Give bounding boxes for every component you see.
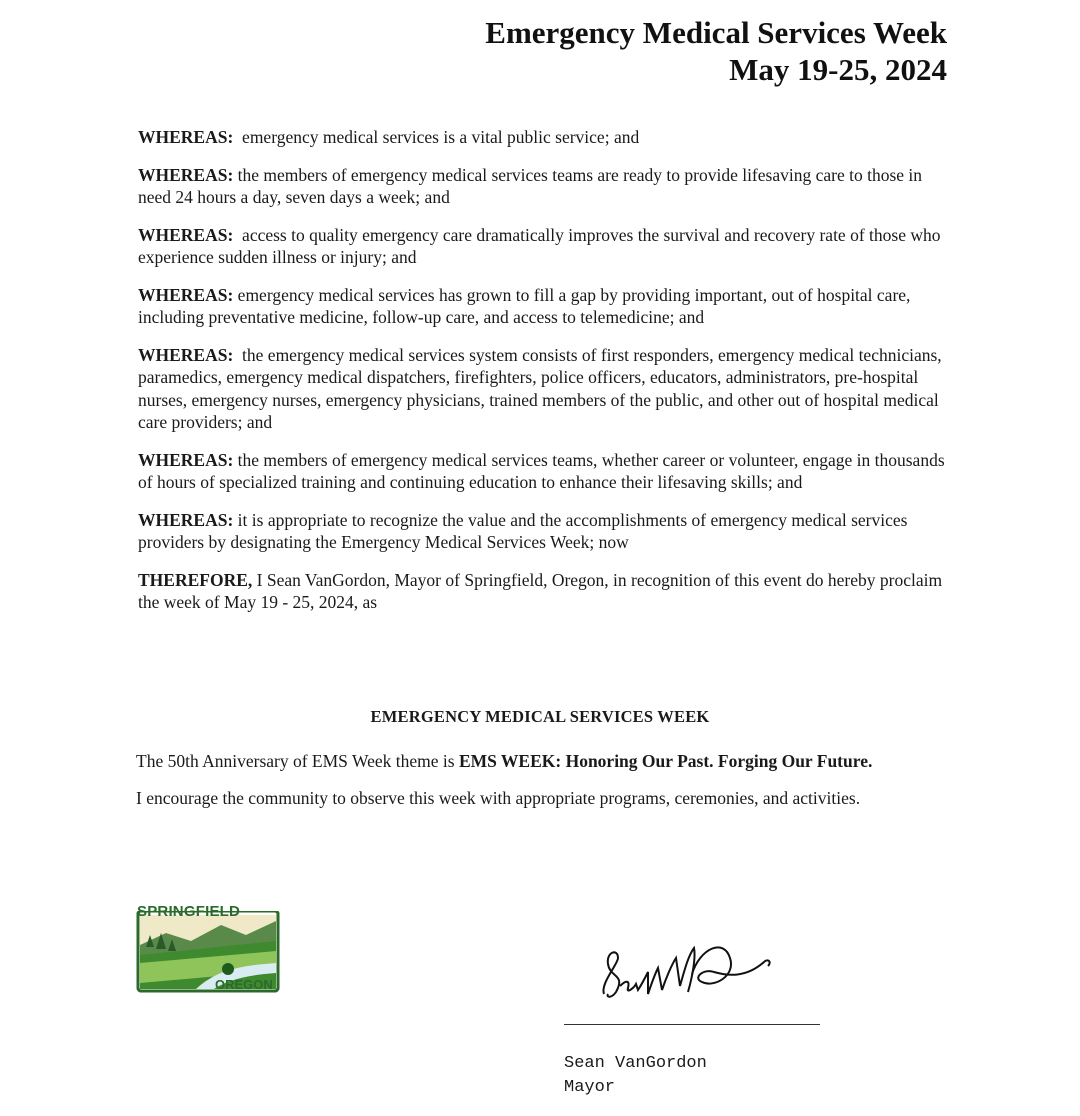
title-line-1: Emergency Medical Services Week xyxy=(485,15,947,50)
logo-top-text: SPRINGFIELD xyxy=(137,903,241,920)
clause: WHEREAS: the members of emergency medical services teams, whether career or volunteer, engage in thousands of hours of specialized training and continuing education to enhance their lifesaving skills; and xyxy=(138,449,945,492)
proclamation-text: The 50th Anniversary of EMS Week theme is EMS WEEK: Honoring Our Past. Forging Our Future. I encourage the community to observe this week with appropriate programs, ceremonies, and activities. xyxy=(136,751,873,808)
clause: WHEREAS: the emergency medical services system consists of first responders, emergency medical technicians, paramedics, emergency medical dispatchers, firefighters, police officers, educators, administrators, pre-hospital nurses, emergency nurses, emergency physicians, trained members of the public, and other out of hospital medical care providers; and xyxy=(138,344,942,432)
springfield-oregon-logo xyxy=(135,903,285,995)
clause: WHEREAS: emergency medical services is a vital public service; and xyxy=(138,127,640,147)
clause: WHEREAS: emergency medical services has grown to fill a gap by providing important, out of hospital care, including preventative medicine, follow-up care, and access to telemedicine; and xyxy=(138,284,911,327)
whereas-clauses xyxy=(138,126,948,629)
proclamation-heading: EMERGENCY MEDICAL SERVICES WEEK xyxy=(370,707,710,726)
signer-name: Sean VanGordon xyxy=(564,1054,707,1073)
signer-block xyxy=(564,1052,707,1100)
logo-bottom-text: OREGON xyxy=(215,977,273,992)
document-title xyxy=(485,14,947,88)
clause: WHEREAS: it is appropriate to recognize the value and the accomplishments of emergency medical services providers by designating the Emergency Medical Services Week; now xyxy=(138,509,908,552)
signature-line xyxy=(564,1024,820,1025)
signer-title: Mayor xyxy=(564,1078,616,1097)
mayor-signature xyxy=(596,928,786,1008)
ems-theme: EMS WEEK: Honoring Our Past. Forging Our Future. xyxy=(458,751,873,771)
therefore-clause: THEREFORE, I Sean VanGordon, Mayor of Springfield, Oregon, in recognition of this event do hereby proclaim the week of May 19 - 25, 2024, as xyxy=(138,569,943,612)
clause: WHEREAS: the members of emergency medical services teams are ready to provide lifesaving care to those in need 24 hours a day, seven days a week; and xyxy=(138,164,923,207)
title-date: May 19-25, 2024 xyxy=(729,52,947,87)
clause: WHEREAS: access to quality emergency care dramatically improves the survival and recovery rate of those who experience sudden illness or injury; and xyxy=(138,224,941,267)
